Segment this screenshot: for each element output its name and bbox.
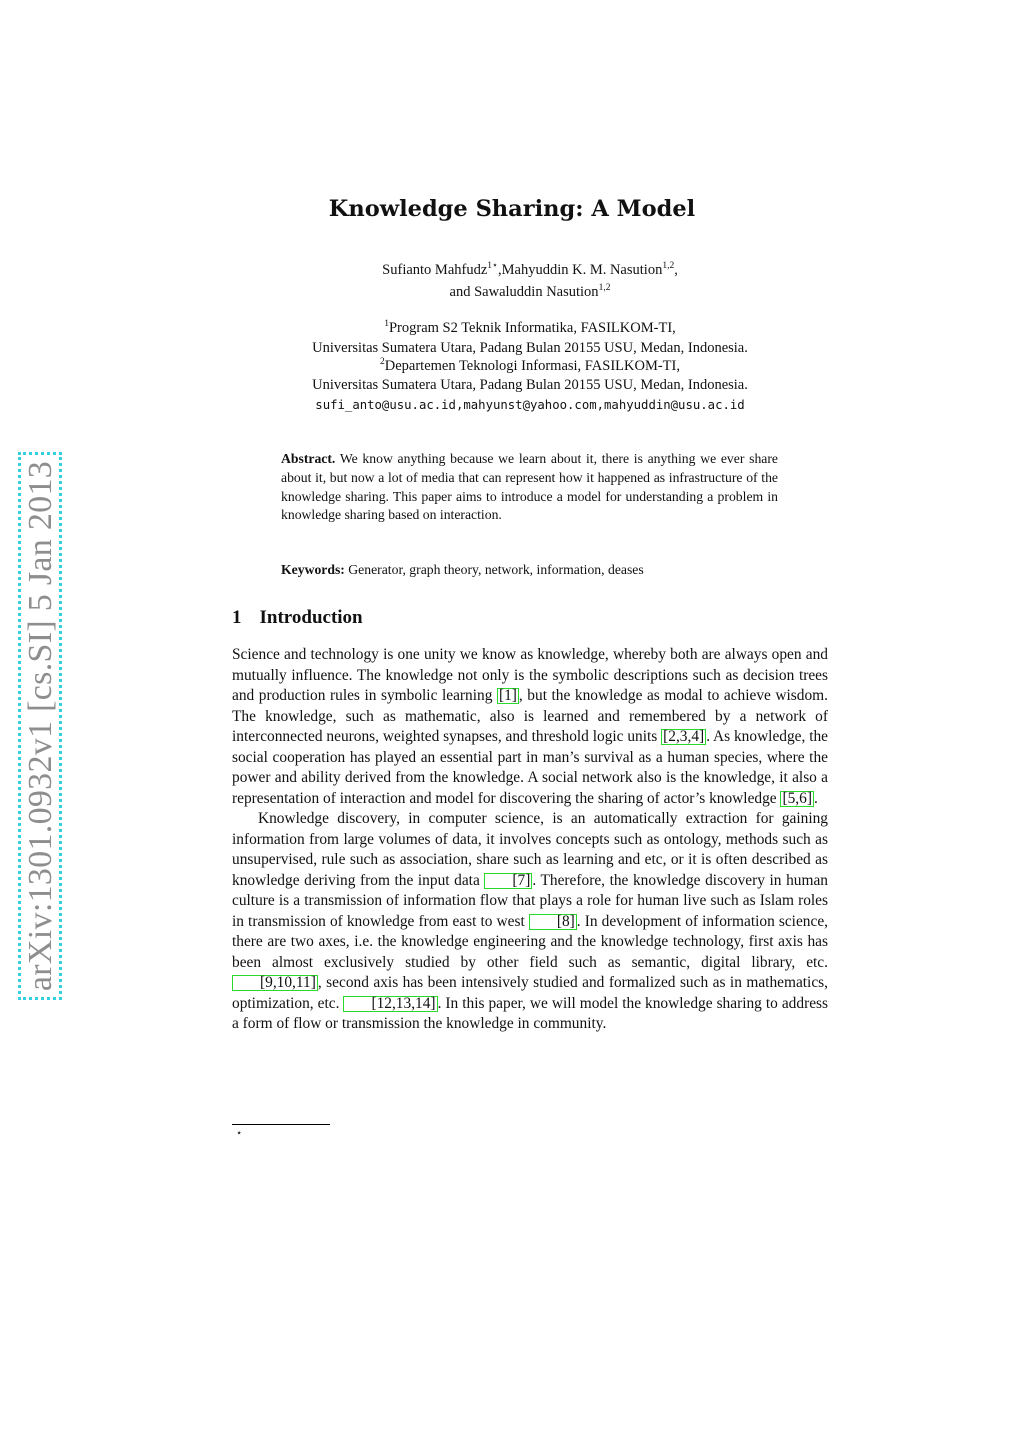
- keywords-label: Keywords:: [281, 562, 345, 577]
- paragraph-text: . In development of information science, there are two axes, i.e. the knowledge engineering and the knowledge technology, first axis has been almost exclusively studied by other field such as semantic, digital library, etc.: [232, 912, 828, 971]
- affiliation-text: Departemen Teknologi Informasi, FASILKOM-TI,: [384, 358, 680, 374]
- citation-link[interactable]: [2,3,4]: [663, 728, 705, 745]
- paragraph-text: . As knowledge, the social cooperation has played an essential part in man’s survival as a human species, where the power and ability derived from the knowledge. A social network also is the knowledge, it also a representation of interaction and model for discovering the sharing of actor’s knowledge: [232, 728, 829, 807]
- footnote-mark: ⋆: [236, 1128, 243, 1139]
- author-affil-mark: 1,2: [598, 283, 611, 293]
- affiliation-mark: 1: [384, 319, 389, 329]
- introduction-body: [232, 645, 828, 1035]
- affiliation-2-line-1: [0, 358, 1024, 375]
- section-number: 1: [232, 607, 242, 628]
- abstract-label: Abstract.: [281, 451, 336, 466]
- citation-link[interactable]: [1]: [498, 687, 517, 704]
- author-line-1: [0, 262, 1024, 279]
- author-name: and Sawaluddin Nasution: [449, 284, 599, 300]
- abstract: [281, 450, 778, 525]
- citation-link[interactable]: [7]: [484, 873, 532, 889]
- paragraph-text: , but the knowledge as modal to achieve wisdom. The knowledge, such as mathematic, also is learned and remembered by a network of interconnected neurons, weighted synapses, and threshold logic units: [232, 687, 828, 745]
- citation-link[interactable]: [9,10,11]: [232, 975, 318, 991]
- footnote-rule: [232, 1124, 330, 1125]
- paragraph-text: .: [813, 789, 818, 807]
- paragraph: [232, 645, 828, 809]
- affiliation-1-line-2: Universitas Sumatera Utara, Padang Bulan 20155 USU, Medan, Indonesia.: [312, 340, 748, 356]
- author-name: Sufianto Mahfudz: [382, 262, 488, 278]
- paragraph-text: Knowledge discovery, in computer science, is an automatically extraction for gaining information from large volumes of data, it involves concepts such as ontology, methods such as unsupervised, rule such as association, share such as learning and etc, or it is often described as knowledge deriving from the input data: [232, 810, 828, 889]
- affiliation-1-line-1: [0, 320, 1024, 337]
- citation-link[interactable]: [5,6]: [782, 789, 812, 807]
- citation-link[interactable]: [8]: [529, 914, 577, 930]
- paragraph: [232, 809, 828, 1035]
- section-title: Introduction: [259, 607, 363, 628]
- section-heading: [232, 607, 363, 629]
- affiliation-text: Program S2 Teknik Informatika, FASILKOM-TI,: [388, 320, 676, 336]
- keywords: [281, 562, 778, 578]
- author-affil-mark: 1,2: [662, 261, 675, 271]
- arxiv-identifier: arXiv:1301.0932v1 [cs.SI] 5 Jan 2013: [22, 460, 59, 992]
- paragraph-text: . Therefore, the knowledge discovery in human culture is a transmission of information flow that plays a role for human live such as Islam roles in transmission of knowledge from east to west: [232, 871, 828, 930]
- author-emails: sufi_anto@usu.ac.id,mahyunst@yahoo.com,mahyuddin@usu.ac.id: [315, 398, 745, 412]
- author-separator: ,: [674, 262, 678, 278]
- paragraph-text: , second axis has been intensively studied and formalized such as in mathematics, optimization, etc.: [232, 974, 828, 1012]
- abstract-text: We know anything because we learn about it, there is anything we ever share about it, but now a lot of media that can represent how it happened as infrastructure of the knowledge sharing. This paper aims to introduce a model for understanding a problem in knowledge sharing based on interaction.: [281, 451, 778, 523]
- author-line-2: [0, 284, 1024, 301]
- keywords-text: Generator, graph theory, network, information, deases: [348, 562, 644, 577]
- paragraph-text: . In this paper, we will model the knowledge sharing to address a form of flow or transmission the knowledge in community.: [232, 994, 829, 1032]
- paragraph-text: Science and technology is one unity we know as knowledge, whereby both are always open and mutually influence. The knowledge not only is the symbolic descriptions such as decision trees and production rules in symbolic learning: [232, 646, 828, 704]
- author-name: ,Mahyuddin K. M. Nasution: [497, 262, 663, 278]
- paper-title: Knowledge Sharing: A Model: [328, 196, 696, 222]
- affiliation-mark: 2: [380, 357, 385, 367]
- citation-link[interactable]: [12,13,14]: [343, 996, 437, 1012]
- affiliation-2-line-2: Universitas Sumatera Utara, Padang Bulan 20155 USU, Medan, Indonesia.: [312, 377, 748, 393]
- author-affil-mark: 1⋆: [487, 261, 498, 271]
